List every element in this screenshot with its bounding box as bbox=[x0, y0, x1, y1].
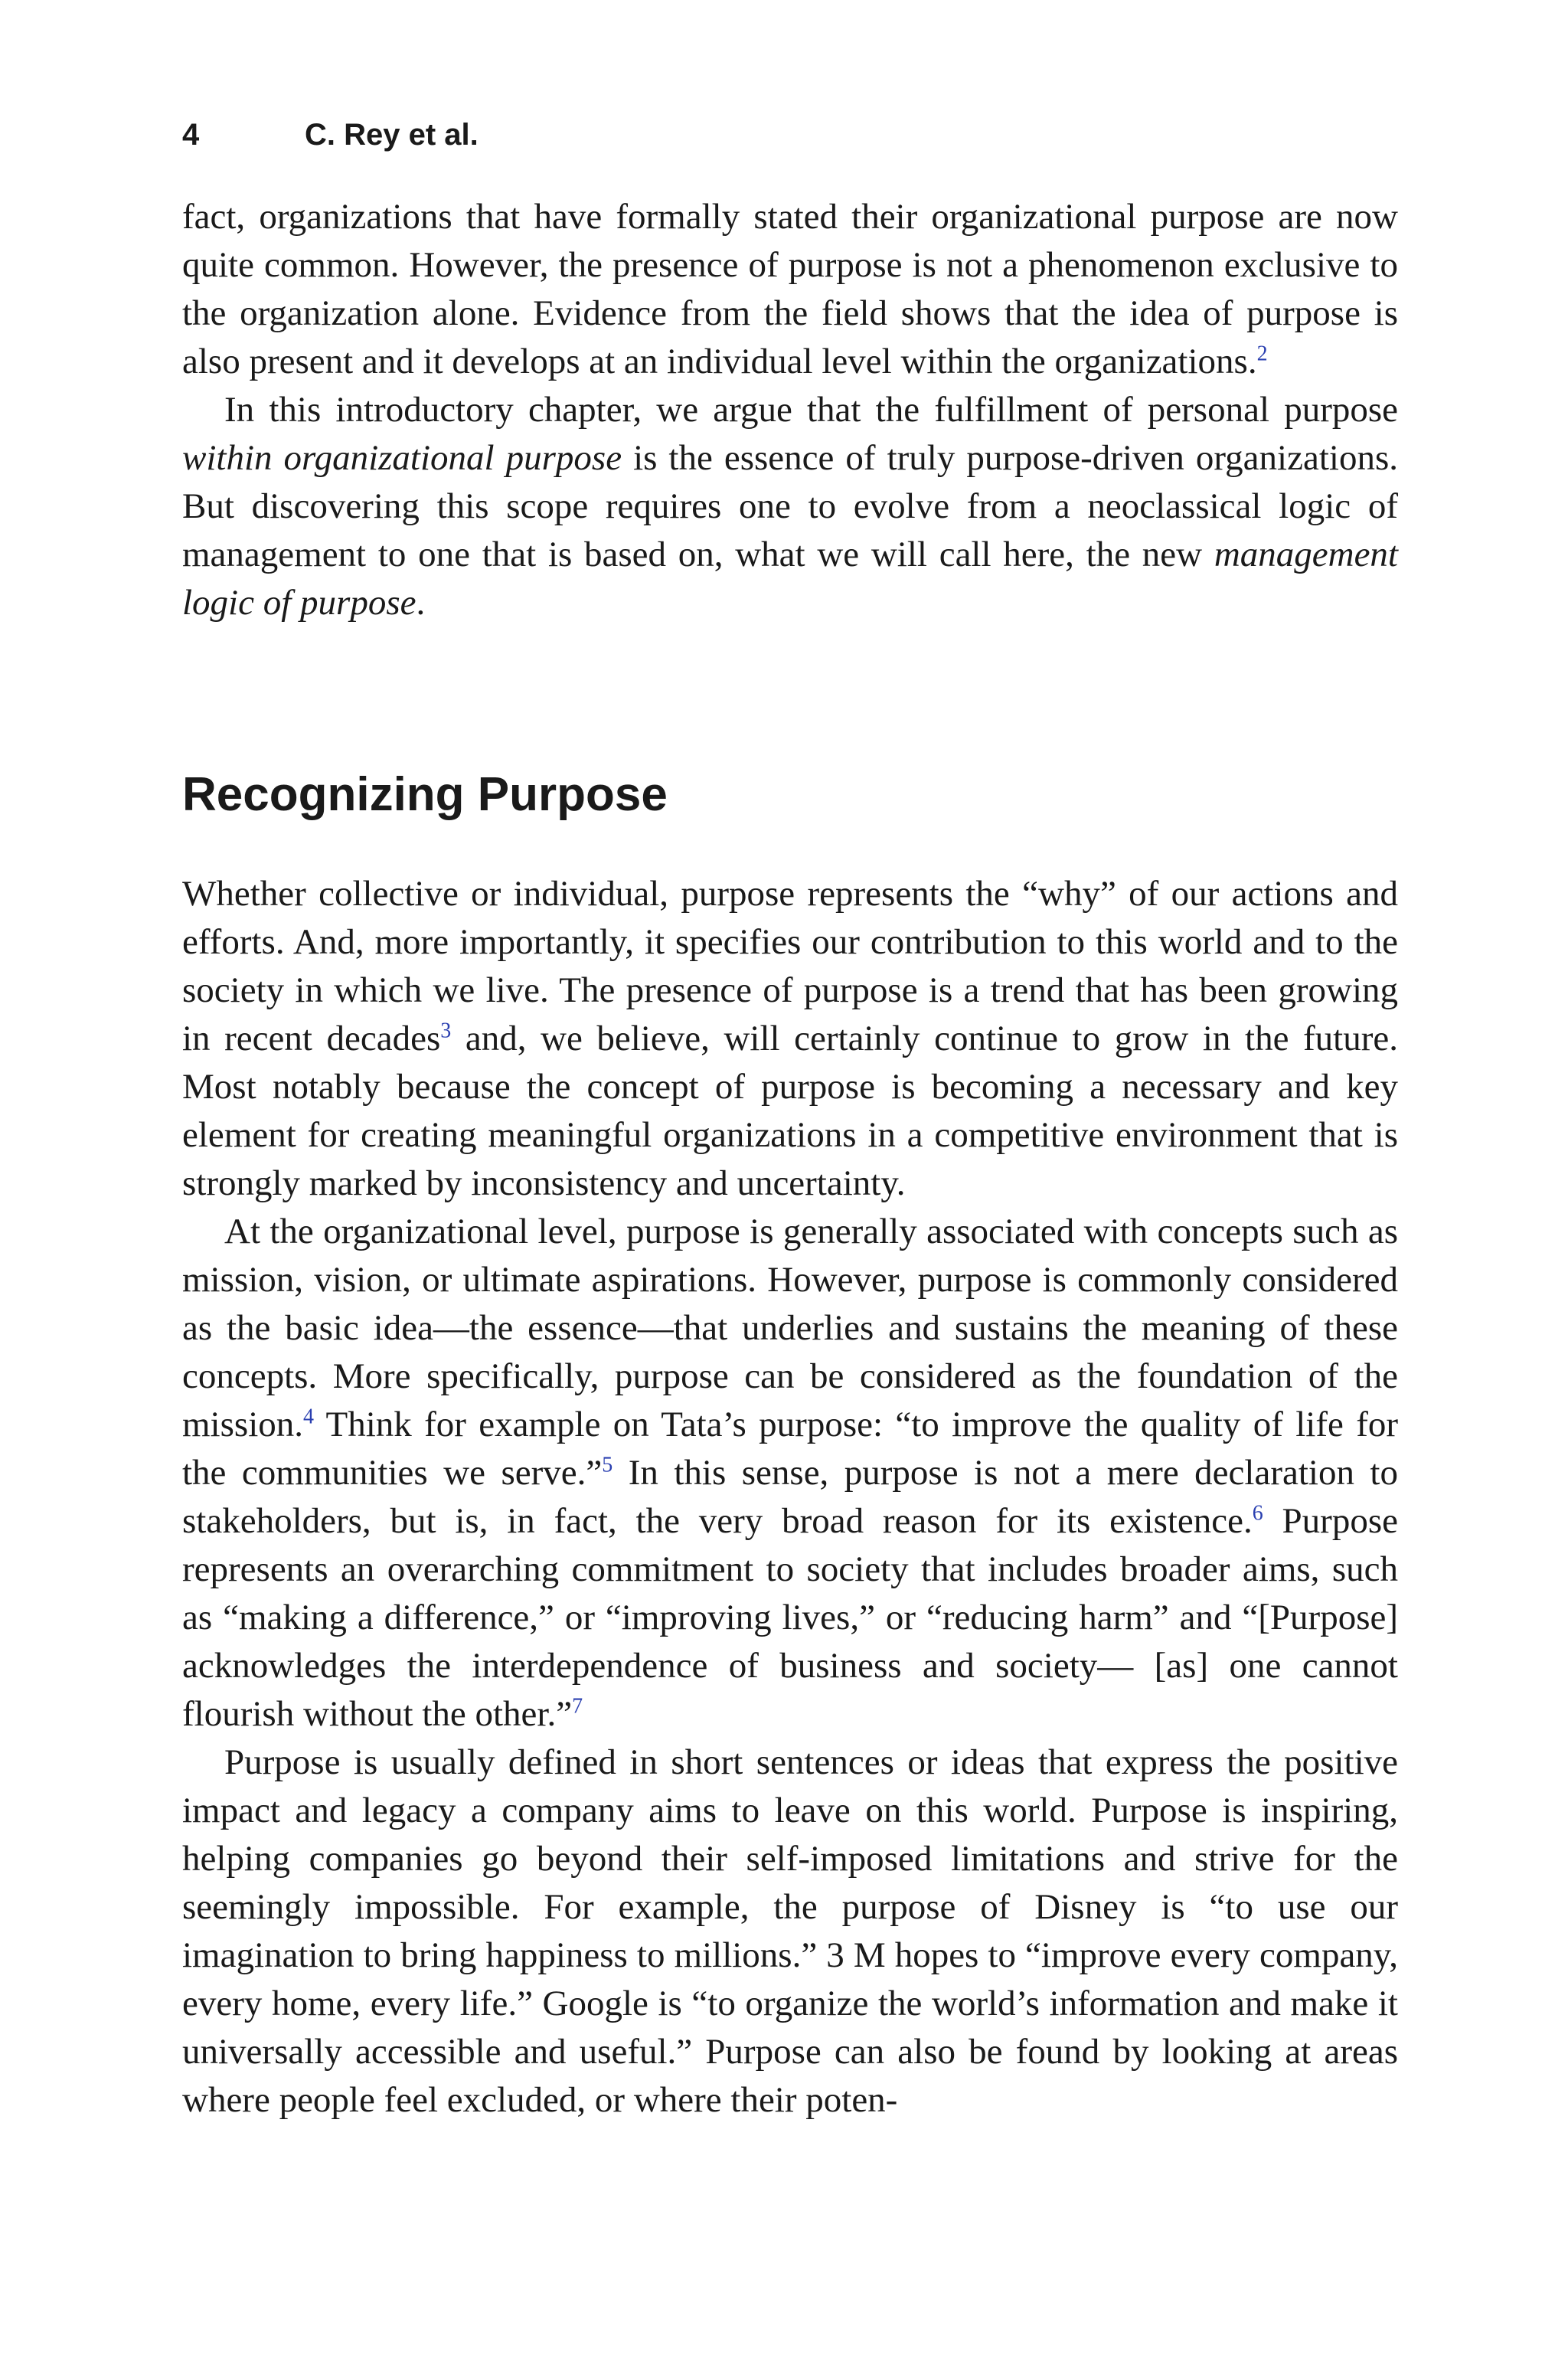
endnote-ref-2[interactable]: 2 bbox=[1256, 342, 1268, 366]
emphasis-management-logic-of-purpose: management logic of purpose bbox=[182, 535, 1398, 623]
paragraph-2-text-a: In this introductory chapter, we argue that the fulfillment of personal purpose bbox=[224, 390, 1398, 430]
paragraph-2-text-c: . bbox=[416, 583, 426, 623]
paragraph-4-text-b: Think for example on Tata’s purpose: “to improve the quality of life for the communities we serve.” bbox=[182, 1405, 1398, 1493]
endnote-ref-3[interactable]: 3 bbox=[440, 1019, 452, 1043]
paragraph-2-text-b: is the essence of truly purpose-driven organizations. But discovering this scope requires one to evolve from a neoclassical logic of management to one that is based on, what we will call here, the new bbox=[182, 438, 1398, 574]
paragraph-5 bbox=[182, 1739, 1398, 2124]
paragraph-5-text: Purpose is usually defined in short sentences or ideas that express the positive impact and legacy a company aims to leave on this world. Purpose is inspiring, helping companies go beyond their self-imposed limitations and strive for the seemingly impossible. For example, the purpose of Disney is “to use our imagination to bring happiness to millions.” 3 M hopes to “improve every company, every home, every life.” Google is “to organize the world’s information and make it universally accessible and useful.” Purpose can also be found by looking at areas where people feel excluded, or where their poten- bbox=[182, 1742, 1398, 2120]
section-text-block bbox=[182, 870, 1398, 2124]
paragraph-3-text-b: and, we believe, will certainly continue to grow in the future. Most notably because the concept of purpose is becoming a necessary and key element for creating meaningful organizations in a competitive environment that is strongly marked by inconsistency and uncertainty. bbox=[182, 1019, 1398, 1203]
endnote-ref-4[interactable]: 4 bbox=[303, 1405, 315, 1429]
endnote-ref-5[interactable]: 5 bbox=[602, 1453, 613, 1477]
paragraph-4-text-d: Purpose represents an overarching commitment to society that includes broader aims, such as “making a difference,” or “improving lives,” or “reducing harm” and “[Purpose] acknowledges the interdependence of business and society— [as] one cannot flourish without the other.” bbox=[182, 1501, 1398, 1734]
paragraph-1 bbox=[182, 193, 1398, 386]
paragraph-4-text-c: In this sense, purpose is not a mere declaration to stakeholders, but is, in fact, the very broad reason for its existence. bbox=[182, 1453, 1398, 1541]
running-head-authors: C. Rey et al. bbox=[305, 118, 479, 152]
running-head bbox=[182, 113, 479, 156]
paragraph-1-text: fact, organizations that have formally stated their organizational purpose are now quite common. However, the presence of purpose is not a phenomenon exclusive to the organization alone. Evidence from the field shows that the idea of purpose is also present and it develops at an individual level within the organizations. bbox=[182, 197, 1398, 381]
endnote-ref-7[interactable]: 7 bbox=[572, 1694, 583, 1719]
paragraph-4 bbox=[182, 1208, 1398, 1739]
emphasis-within-organizational-purpose: within organizational purpose bbox=[182, 438, 622, 478]
paragraph-3 bbox=[182, 870, 1398, 1208]
intro-text-block bbox=[182, 193, 1398, 627]
paragraph-2 bbox=[182, 386, 1398, 627]
paragraph-3-text-a: Whether collective or individual, purpose represents the “why” of our actions and efforts. And, more importantly, it specifies our contribution to this world and to the society in which we live. The presence of purpose is a trend that has been growing in recent decades bbox=[182, 874, 1398, 1058]
section-heading: Recognizing Purpose bbox=[182, 768, 668, 821]
endnote-ref-6[interactable]: 6 bbox=[1252, 1501, 1263, 1526]
paragraph-4-text-a: At the organizational level, purpose is generally associated with concepts such as mission, vision, or ultimate aspirations. However, purpose is commonly considered as the basic idea—the essence—that underlies and sustains the meaning of these concepts. More specifically, purpose can be considered as the foundation of the mission. bbox=[182, 1212, 1398, 1444]
page-number: 4 bbox=[182, 118, 200, 152]
